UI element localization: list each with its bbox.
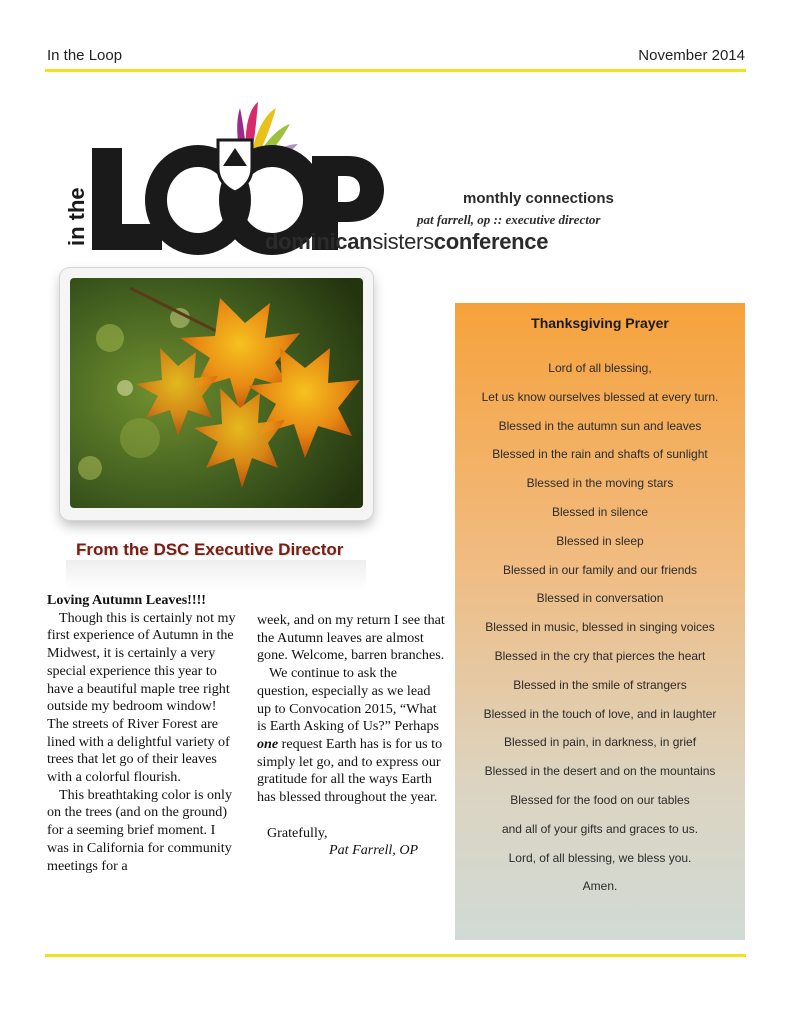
prayer-title: Thanksgiving Prayer [531, 315, 669, 331]
prayer-line: Blessed in our family and our friends [502, 562, 698, 577]
signoff: Gratefully, [267, 824, 328, 841]
newsletter-title: In the Loop [47, 47, 123, 64]
prayer-line: and all of your gifts and graces to us. [501, 821, 699, 836]
article-headline: Loving Autumn Leaves!!!! [47, 592, 206, 608]
prayer-line: Blessed for the food on our tables [510, 792, 690, 807]
footer-rule [45, 954, 746, 957]
prayer-line: Blessed in pain, in darkness, in grief [503, 735, 697, 750]
prayer-line: Lord, of all blessing, we bless you. [508, 850, 692, 865]
title-shadow [66, 560, 366, 590]
issue-date: November 2014 [638, 47, 745, 64]
article-paragraph: This breathtaking color is only on the trees (and on the ground) for a seeming brief moment. I was in California for community meetings for a [47, 786, 233, 874]
article-column-2 [257, 612, 447, 860]
signature: Pat Farrell, OP [329, 842, 419, 859]
prayer-line: Blessed in the cry that pierces the heart [494, 648, 706, 663]
prayer-line: Blessed in the moving stars [526, 476, 674, 491]
prayer-line: Let us know ourselves blessed at every turn. [481, 389, 719, 404]
svg-text:in the: in the [64, 187, 89, 246]
article-column-1 [47, 592, 237, 875]
prayer-line: Blessed in sleep [556, 533, 644, 548]
article-paragraph: week, and on my return I see that the Autumn leaves are almost gone. Welcome, barren branches. [257, 612, 445, 664]
prayer-line: Amen. [582, 879, 618, 894]
thanksgiving-prayer-box [455, 303, 745, 940]
prayer-line: Blessed in silence [551, 504, 649, 519]
shield-icon [218, 140, 252, 192]
header-rule [45, 69, 746, 72]
photo-frame [60, 268, 373, 520]
prayer-line: Blessed in the smile of strangers [513, 677, 687, 692]
prayer-line: Lord of all blessing, [548, 361, 652, 375]
prayer-lines [463, 361, 737, 908]
autumn-leaves-photo [70, 278, 363, 508]
prayer-line: Blessed in conversation [536, 591, 664, 606]
prayer-line: Blessed in music, blessed in singing voices [485, 620, 715, 635]
prayer-line: Blessed in the touch of love, and in laughter [483, 706, 717, 721]
article-paragraph: Though this is certainly not my first experience of Autumn in the Midwest, it is certainly a very special experience this year to have a beautiful maple tree right outside my bedroom window! The streets of River Forest are lined with a delightful variety of trees that let go of their leaves with a colorful flourish. [47, 609, 236, 786]
prayer-line: Blessed in the desert and on the mountains [484, 764, 716, 779]
section-title: From the DSC Executive Director [76, 540, 344, 559]
prayer-line: Blessed in the rain and shafts of sunlight [492, 447, 708, 462]
org-name: dominicansistersconference [265, 229, 549, 254]
tagline: monthly connections [463, 190, 614, 207]
byline: pat farrell, op :: executive director [417, 212, 601, 227]
prayer-line: Blessed in the autumn sun and leaves [498, 418, 702, 433]
article-paragraph: We continue to ask the question, especially as we lead up to Convocation 2015, “What is Earth Asking of Us?” Perhaps one request Earth has is for us to simply let go, and to express our gratitude for all the ways Earth has blessed throughout the year. [257, 665, 443, 806]
